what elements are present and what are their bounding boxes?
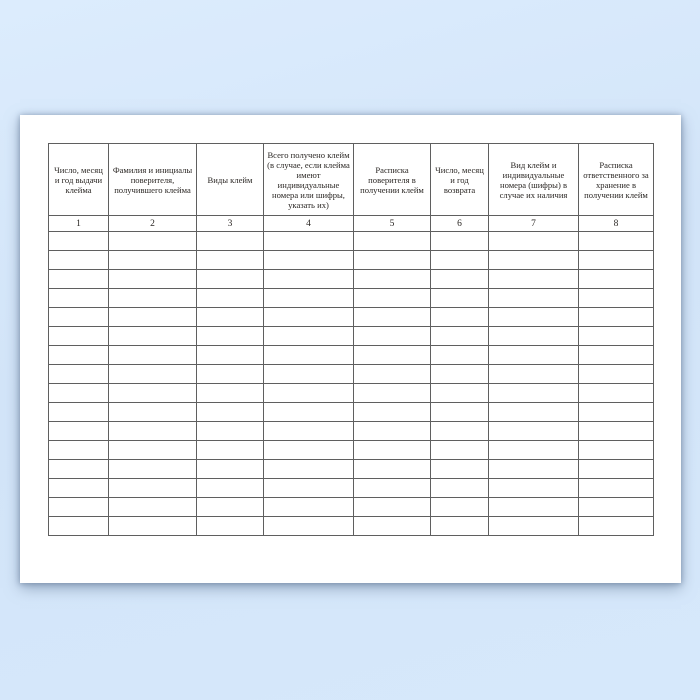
empty-cell <box>197 517 264 536</box>
header-cell-col2: Фамилия и инициалы поверителя, получившего клейма <box>109 144 197 216</box>
empty-cell <box>109 289 197 308</box>
empty-cell <box>431 403 489 422</box>
header-cell-col5: Расписка поверителя в получении клейм <box>354 144 431 216</box>
empty-cell <box>431 327 489 346</box>
empty-cell <box>264 517 354 536</box>
empty-cell <box>489 479 579 498</box>
empty-cell <box>49 498 109 517</box>
empty-cell <box>197 308 264 327</box>
empty-cell <box>489 365 579 384</box>
empty-cell <box>354 232 431 251</box>
table-row <box>49 365 654 384</box>
empty-cell <box>354 422 431 441</box>
empty-cell <box>109 346 197 365</box>
empty-cell <box>109 403 197 422</box>
empty-cell <box>264 403 354 422</box>
empty-cell <box>264 422 354 441</box>
empty-cell <box>197 384 264 403</box>
empty-cell <box>431 441 489 460</box>
table-row <box>49 289 654 308</box>
empty-cell <box>354 308 431 327</box>
table-row <box>49 441 654 460</box>
empty-cell <box>579 251 654 270</box>
table-row <box>49 517 654 536</box>
empty-cell <box>49 346 109 365</box>
empty-cell <box>264 460 354 479</box>
empty-cell <box>49 289 109 308</box>
empty-cell <box>579 270 654 289</box>
empty-cell <box>489 403 579 422</box>
empty-cell <box>579 346 654 365</box>
empty-cell <box>489 270 579 289</box>
empty-cell <box>489 346 579 365</box>
empty-cell <box>579 498 654 517</box>
empty-cell <box>489 460 579 479</box>
empty-cell <box>354 498 431 517</box>
empty-cell <box>49 403 109 422</box>
table-row <box>49 308 654 327</box>
empty-cell <box>489 422 579 441</box>
empty-cell <box>109 232 197 251</box>
empty-cell <box>197 403 264 422</box>
empty-cell <box>197 422 264 441</box>
empty-cell <box>431 289 489 308</box>
empty-cell <box>197 251 264 270</box>
empty-cell <box>109 479 197 498</box>
header-cell-col1: Число, месяц и год выдачи клейма <box>49 144 109 216</box>
empty-cell <box>579 403 654 422</box>
header-cell-col8: Расписка ответственного за хранение в получении клейм <box>579 144 654 216</box>
empty-cell <box>354 251 431 270</box>
stamps-register-table <box>48 143 654 536</box>
empty-cell <box>109 517 197 536</box>
empty-cell <box>109 308 197 327</box>
empty-cell <box>579 308 654 327</box>
empty-cell <box>49 517 109 536</box>
empty-cell <box>197 346 264 365</box>
empty-cell <box>579 384 654 403</box>
header-cell-col6: Число, месяц и год возврата <box>431 144 489 216</box>
empty-cell <box>354 327 431 346</box>
empty-cell <box>579 327 654 346</box>
empty-cell <box>264 232 354 251</box>
header-cell-col4: Всего получено клейм (в случае, если клейма имеют индивидуальные номера или шифры, указать их) <box>264 144 354 216</box>
empty-cell <box>354 441 431 460</box>
empty-cell <box>489 289 579 308</box>
empty-cell <box>579 441 654 460</box>
empty-cell <box>264 479 354 498</box>
empty-cell <box>489 308 579 327</box>
empty-cell <box>264 384 354 403</box>
empty-cell <box>49 327 109 346</box>
empty-cell <box>354 289 431 308</box>
empty-cell <box>431 479 489 498</box>
empty-cell <box>431 498 489 517</box>
empty-cell <box>109 251 197 270</box>
empty-cell <box>197 365 264 384</box>
empty-cell <box>354 460 431 479</box>
empty-cell <box>354 346 431 365</box>
empty-cell <box>489 384 579 403</box>
empty-cell <box>264 327 354 346</box>
column-number-cell-1: 1 <box>49 216 109 232</box>
empty-cell <box>489 517 579 536</box>
header-row <box>49 144 654 216</box>
empty-cell <box>109 365 197 384</box>
empty-cell <box>264 270 354 289</box>
empty-cell <box>431 517 489 536</box>
empty-cell <box>264 441 354 460</box>
empty-cell <box>431 460 489 479</box>
empty-cell <box>579 517 654 536</box>
column-number-cell-3: 3 <box>197 216 264 232</box>
empty-cell <box>354 517 431 536</box>
empty-cell <box>579 460 654 479</box>
table-row <box>49 232 654 251</box>
empty-cell <box>109 441 197 460</box>
empty-cell <box>579 479 654 498</box>
empty-cell <box>264 251 354 270</box>
table-body <box>49 232 654 536</box>
column-number-cell-8: 8 <box>579 216 654 232</box>
empty-cell <box>109 460 197 479</box>
empty-cell <box>197 289 264 308</box>
empty-cell <box>49 251 109 270</box>
empty-cell <box>431 422 489 441</box>
empty-cell <box>354 270 431 289</box>
empty-cell <box>109 384 197 403</box>
empty-cell <box>489 251 579 270</box>
empty-cell <box>431 346 489 365</box>
column-number-cell-6: 6 <box>431 216 489 232</box>
empty-cell <box>354 365 431 384</box>
empty-cell <box>431 251 489 270</box>
empty-cell <box>579 365 654 384</box>
column-number-cell-4: 4 <box>264 216 354 232</box>
table-row <box>49 346 654 365</box>
empty-cell <box>49 479 109 498</box>
table-row <box>49 498 654 517</box>
empty-cell <box>489 327 579 346</box>
empty-cell <box>49 232 109 251</box>
table-row <box>49 327 654 346</box>
header-cell-col7: Вид клейм и индивидуальные номера (шифры) в случае их наличия <box>489 144 579 216</box>
empty-cell <box>49 441 109 460</box>
empty-cell <box>49 365 109 384</box>
empty-cell <box>197 479 264 498</box>
document-sheet <box>20 115 681 583</box>
empty-cell <box>264 346 354 365</box>
empty-cell <box>354 384 431 403</box>
table-row <box>49 479 654 498</box>
table-row <box>49 384 654 403</box>
empty-cell <box>197 270 264 289</box>
empty-cell <box>431 384 489 403</box>
table-row <box>49 422 654 441</box>
empty-cell <box>109 498 197 517</box>
empty-cell <box>197 498 264 517</box>
table-row <box>49 403 654 422</box>
empty-cell <box>431 308 489 327</box>
empty-cell <box>197 327 264 346</box>
empty-cell <box>49 460 109 479</box>
empty-cell <box>264 289 354 308</box>
empty-cell <box>49 270 109 289</box>
empty-cell <box>264 498 354 517</box>
empty-cell <box>49 384 109 403</box>
empty-cell <box>354 403 431 422</box>
empty-cell <box>264 308 354 327</box>
empty-cell <box>489 232 579 251</box>
table-row <box>49 251 654 270</box>
empty-cell <box>49 422 109 441</box>
empty-cell <box>109 270 197 289</box>
empty-cell <box>489 498 579 517</box>
empty-cell <box>431 232 489 251</box>
table-row <box>49 270 654 289</box>
empty-cell <box>431 365 489 384</box>
empty-cell <box>579 232 654 251</box>
empty-cell <box>109 422 197 441</box>
table-row <box>49 460 654 479</box>
empty-cell <box>489 441 579 460</box>
empty-cell <box>431 270 489 289</box>
empty-cell <box>109 327 197 346</box>
empty-cell <box>264 365 354 384</box>
column-number-cell-5: 5 <box>354 216 431 232</box>
empty-cell <box>197 460 264 479</box>
empty-cell <box>197 441 264 460</box>
empty-cell <box>49 308 109 327</box>
empty-cell <box>197 232 264 251</box>
column-number-cell-7: 7 <box>489 216 579 232</box>
empty-cell <box>579 422 654 441</box>
column-number-cell-2: 2 <box>109 216 197 232</box>
empty-cell <box>579 289 654 308</box>
empty-cell <box>354 479 431 498</box>
column-number-row <box>49 216 654 232</box>
table-head <box>49 144 654 232</box>
header-cell-col3: Виды клейм <box>197 144 264 216</box>
